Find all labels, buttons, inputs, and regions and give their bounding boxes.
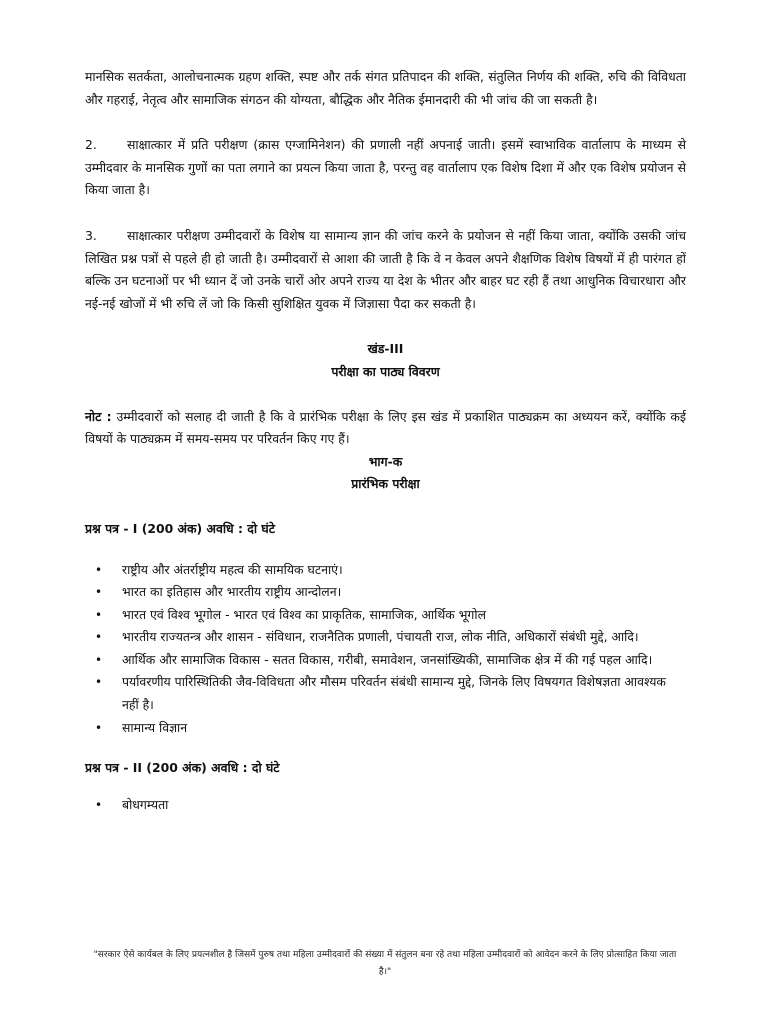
footer-note: "सरकार ऐसे कार्यबल के लिए प्रयत्नशील है जिसमें पुरुष तथा महिला उम्मीदवारों की संख्या में संतुलन बना रहे तथा महिला उम्मीदवारों को आवेदन करने के लिए प्रोत्साहित किया जाता है।": [93, 950, 677, 977]
topic-text: भारतीय राज्यतन्त्र और शासन - संविधान, राजनैतिक प्रणाली, पंचायती राज, लोक नीति, अधिकारों संबंधी मुद्दे, आदि।: [122, 629, 639, 645]
topic-text: राष्ट्रीय और अंतर्राष्ट्रीय महत्व की सामयिक घटनाएं।: [122, 561, 343, 577]
paper-1-title: प्रश्न पत्र - I (200 अंक) अवधि : दो घंटे: [85, 520, 275, 536]
topic-text: भारत का इतिहास और भारतीय राष्ट्रीय आन्दोलन।: [122, 584, 342, 600]
note-label: नोट :: [85, 408, 112, 424]
list-item: [85, 581, 686, 604]
section-label: खंड-III: [367, 341, 404, 357]
point-2-paragraph: [85, 134, 686, 202]
bullet-icon: •: [95, 607, 103, 622]
topic-text: आर्थिक और सामाजिक विकास - सतत विकास, गरीबी, समावेशन, जनसांख्यिकी, सामाजिक क्षेत्र में की गई पहल आदि।: [122, 651, 653, 667]
point-3-text: साक्षात्कार परीक्षण उम्मीदवारों के विशेष या सामान्य ज्ञान की जांच करने के प्रयोजन से नहीं किया जाता, क्योंकि उसकी जांच लिखित प्रश्न पत्रों से पहले ही हो जाती है। उम्मीदवारों से आशा की जाती है कि वे न केवल अपने शैक्षणिक विशेष विषयों में ही पारंगत हों बल्कि उन घटनाओं पर भी ध्यान दें जो उनके चारों ओर अपने राज्य या देश के भीतर और बाहर घट रही हैं तथा आधुनिक विचारधारा और नई-नई खोजों में भी रुचि लें जो कि किसी सुशिक्षित युवक में जिज्ञासा पैदा कर सकती है।: [85, 227, 686, 311]
bullet-icon: •: [95, 797, 103, 812]
topic-text: बोधगम्यता: [122, 796, 169, 812]
topic-text: भारत एवं विश्व भूगोल - भारत एवं विश्व का प्राकृतिक, सामाजिक, आर्थिक भूगोल: [122, 606, 487, 622]
paper-2-title: प्रश्न पत्र - II (200 अंक) अवधि : दो घंटे: [85, 760, 280, 776]
section-title: परीक्षा का पाठ्य विवरण: [331, 363, 440, 379]
part-title: प्रारंभिक परीक्षा: [351, 476, 420, 492]
note-text: उम्मीदवारों को सलाह दी जाती है कि वे प्रारंभिक परीक्षा के लिए इस खंड में प्रकाशित पाठ्यक्रम का अध्ययन करें, क्योंकि कई विषयों के पाठ्यक्रम में समय-समय पर परिवर्तन किए गए हैं।: [85, 408, 686, 447]
bullet-icon: •: [95, 630, 103, 645]
list-item: [85, 794, 686, 817]
paper-1-topic-list: [85, 559, 686, 740]
topic-text: पर्यावरणीय पारिस्थितिकी जैव-विविधता और मौसम परिवर्तन संबंधी सामान्य मुद्दे, जिनके लिए विषयगत विशेषज्ञता आवश्यक नहीं है।: [122, 674, 666, 713]
list-item: [85, 671, 686, 716]
point-2-text: साक्षात्कार में प्रति परीक्षण (क्रास एग्जामिनेशन) की प्रणाली नहीं अपनाई जाती। इसमें स्वाभाविक वार्तालाप के माध्यम से उम्मीदवार के मानसिक गुणों का पता लगाने का प्रयत्न किया जाता है, परन्तु वह वार्तालाप एक विशेष दिशा में और एक विशेष प्रयोजन से किया जाता है।: [85, 137, 686, 198]
list-item: [85, 717, 686, 740]
point-3-paragraph: [85, 225, 686, 315]
point-2-number: 2.: [85, 137, 97, 153]
bullet-icon: •: [95, 562, 103, 577]
list-item: [85, 626, 686, 649]
bullet-icon: •: [95, 675, 103, 690]
note-paragraph: [85, 406, 686, 451]
list-item: [85, 604, 686, 627]
part-label: भाग-क: [368, 453, 403, 469]
bullet-icon: •: [95, 652, 103, 667]
bullet-icon: •: [95, 585, 103, 600]
list-item: [85, 559, 686, 582]
point-3-number: 3.: [85, 227, 97, 243]
list-item: [85, 649, 686, 672]
topic-text: सामान्य विज्ञान: [122, 719, 188, 735]
intro-paragraph: मानसिक सतर्कता, आलोचनात्मक ग्रहण शक्ति, स्पष्ट और तर्क संगत प्रतिपादन की शक्ति, संतुलित निर्णय की शक्ति, रुचि की विविधता और गहराई, नेतृत्व और सामाजिक संगठन की योग्यता, बौद्धिक और नैतिक ईमानदारी की भी जांच की जा सकती है।: [85, 69, 686, 107]
bullet-icon: •: [95, 720, 103, 735]
paper-2-topic-list: [85, 794, 686, 817]
